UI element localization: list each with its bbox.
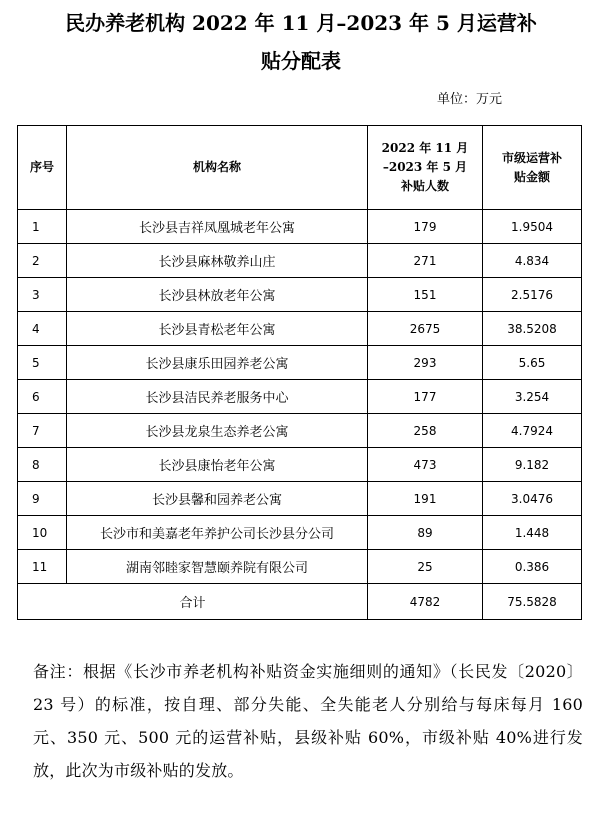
header-index: 序号 bbox=[18, 126, 67, 210]
table-row bbox=[18, 516, 582, 550]
row-index: 1 bbox=[18, 210, 67, 244]
table-row bbox=[18, 346, 582, 380]
row-count: 25 bbox=[368, 550, 483, 584]
header-count-line-3: 补贴人数 bbox=[400, 179, 449, 193]
row-amount: 1.448 bbox=[483, 516, 582, 550]
row-count: 191 bbox=[368, 482, 483, 516]
row-count: 258 bbox=[368, 414, 483, 448]
header-count bbox=[368, 126, 483, 210]
row-amount: 4.7924 bbox=[483, 414, 582, 448]
row-name: 长沙县康怡老年公寓 bbox=[67, 448, 368, 482]
total-row bbox=[18, 584, 582, 620]
row-index: 4 bbox=[18, 312, 67, 346]
title-line-1: 民办养老机构 2022 年 11 月–2023 年 5 月运营补 bbox=[65, 11, 537, 35]
page-title bbox=[0, 4, 602, 80]
row-name: 长沙县吉祥凤凰城老年公寓 bbox=[67, 210, 368, 244]
row-count: 179 bbox=[368, 210, 483, 244]
row-name: 湖南邻睦家智慧颐养院有限公司 bbox=[67, 550, 368, 584]
row-name: 长沙县林放老年公寓 bbox=[67, 278, 368, 312]
row-name: 长沙县康乐田园养老公寓 bbox=[67, 346, 368, 380]
row-count: 2675 bbox=[368, 312, 483, 346]
table-row bbox=[18, 278, 582, 312]
title-line-2: 贴分配表 bbox=[261, 49, 341, 73]
row-index: 7 bbox=[18, 414, 67, 448]
header-amount-line-1: 市级运营补 bbox=[501, 150, 562, 165]
footnote: 备注：根据《长沙市养老机构补贴资金实施细则的通知》（长民发〔2020〕23 号）的标准，按自理、部分失能、全失能老人分别给与每床每月 160 元、350 元、500 元的运营补贴，县级补贴 60%，市级补贴 40%进行发放，此次为市级补贴的发放。 bbox=[33, 662, 583, 780]
row-name: 长沙县洁民养老服务中心 bbox=[67, 380, 368, 414]
row-amount: 2.5176 bbox=[483, 278, 582, 312]
header-count-line-2: –2023 年 5 月 bbox=[382, 160, 468, 174]
table-row bbox=[18, 448, 582, 482]
row-index: 5 bbox=[18, 346, 67, 380]
row-name: 长沙县麻林敬养山庄 bbox=[67, 244, 368, 278]
row-index: 8 bbox=[18, 448, 67, 482]
row-count: 473 bbox=[368, 448, 483, 482]
row-index: 10 bbox=[18, 516, 67, 550]
row-amount: 4.834 bbox=[483, 244, 582, 278]
table-row bbox=[18, 312, 582, 346]
header-name: 机构名称 bbox=[67, 126, 368, 210]
total-amount: 75.5828 bbox=[483, 584, 582, 620]
row-amount: 9.182 bbox=[483, 448, 582, 482]
row-name: 长沙县龙泉生态养老公寓 bbox=[67, 414, 368, 448]
row-amount: 1.9504 bbox=[483, 210, 582, 244]
row-amount: 3.0476 bbox=[483, 482, 582, 516]
total-label: 合计 bbox=[18, 584, 368, 620]
row-count: 89 bbox=[368, 516, 483, 550]
header-amount bbox=[483, 126, 582, 210]
row-name: 长沙市和美嘉老年养护公司长沙县分公司 bbox=[67, 516, 368, 550]
table-header-row bbox=[18, 126, 582, 210]
unit-label: 单位：万元 bbox=[436, 92, 502, 107]
subsidy-table bbox=[17, 125, 582, 620]
row-amount: 3.254 bbox=[483, 380, 582, 414]
row-index: 2 bbox=[18, 244, 67, 278]
row-index: 9 bbox=[18, 482, 67, 516]
row-count: 271 bbox=[368, 244, 483, 278]
row-amount: 38.5208 bbox=[483, 312, 582, 346]
table-row bbox=[18, 550, 582, 584]
table-row bbox=[18, 210, 582, 244]
row-count: 293 bbox=[368, 346, 483, 380]
row-index: 6 bbox=[18, 380, 67, 414]
row-name: 长沙县青松老年公寓 bbox=[67, 312, 368, 346]
table-row bbox=[18, 482, 582, 516]
table-row bbox=[18, 380, 582, 414]
row-index: 11 bbox=[18, 550, 67, 584]
table-row bbox=[18, 244, 582, 278]
header-amount-line-2: 贴金额 bbox=[513, 169, 550, 184]
total-count: 4782 bbox=[368, 584, 483, 620]
row-amount: 5.65 bbox=[483, 346, 582, 380]
row-count: 151 bbox=[368, 278, 483, 312]
row-amount: 0.386 bbox=[483, 550, 582, 584]
header-count-line-1: 2022 年 11 月 bbox=[381, 141, 469, 155]
row-count: 177 bbox=[368, 380, 483, 414]
row-name: 长沙县馨和园养老公寓 bbox=[67, 482, 368, 516]
table-row bbox=[18, 414, 582, 448]
row-index: 3 bbox=[18, 278, 67, 312]
